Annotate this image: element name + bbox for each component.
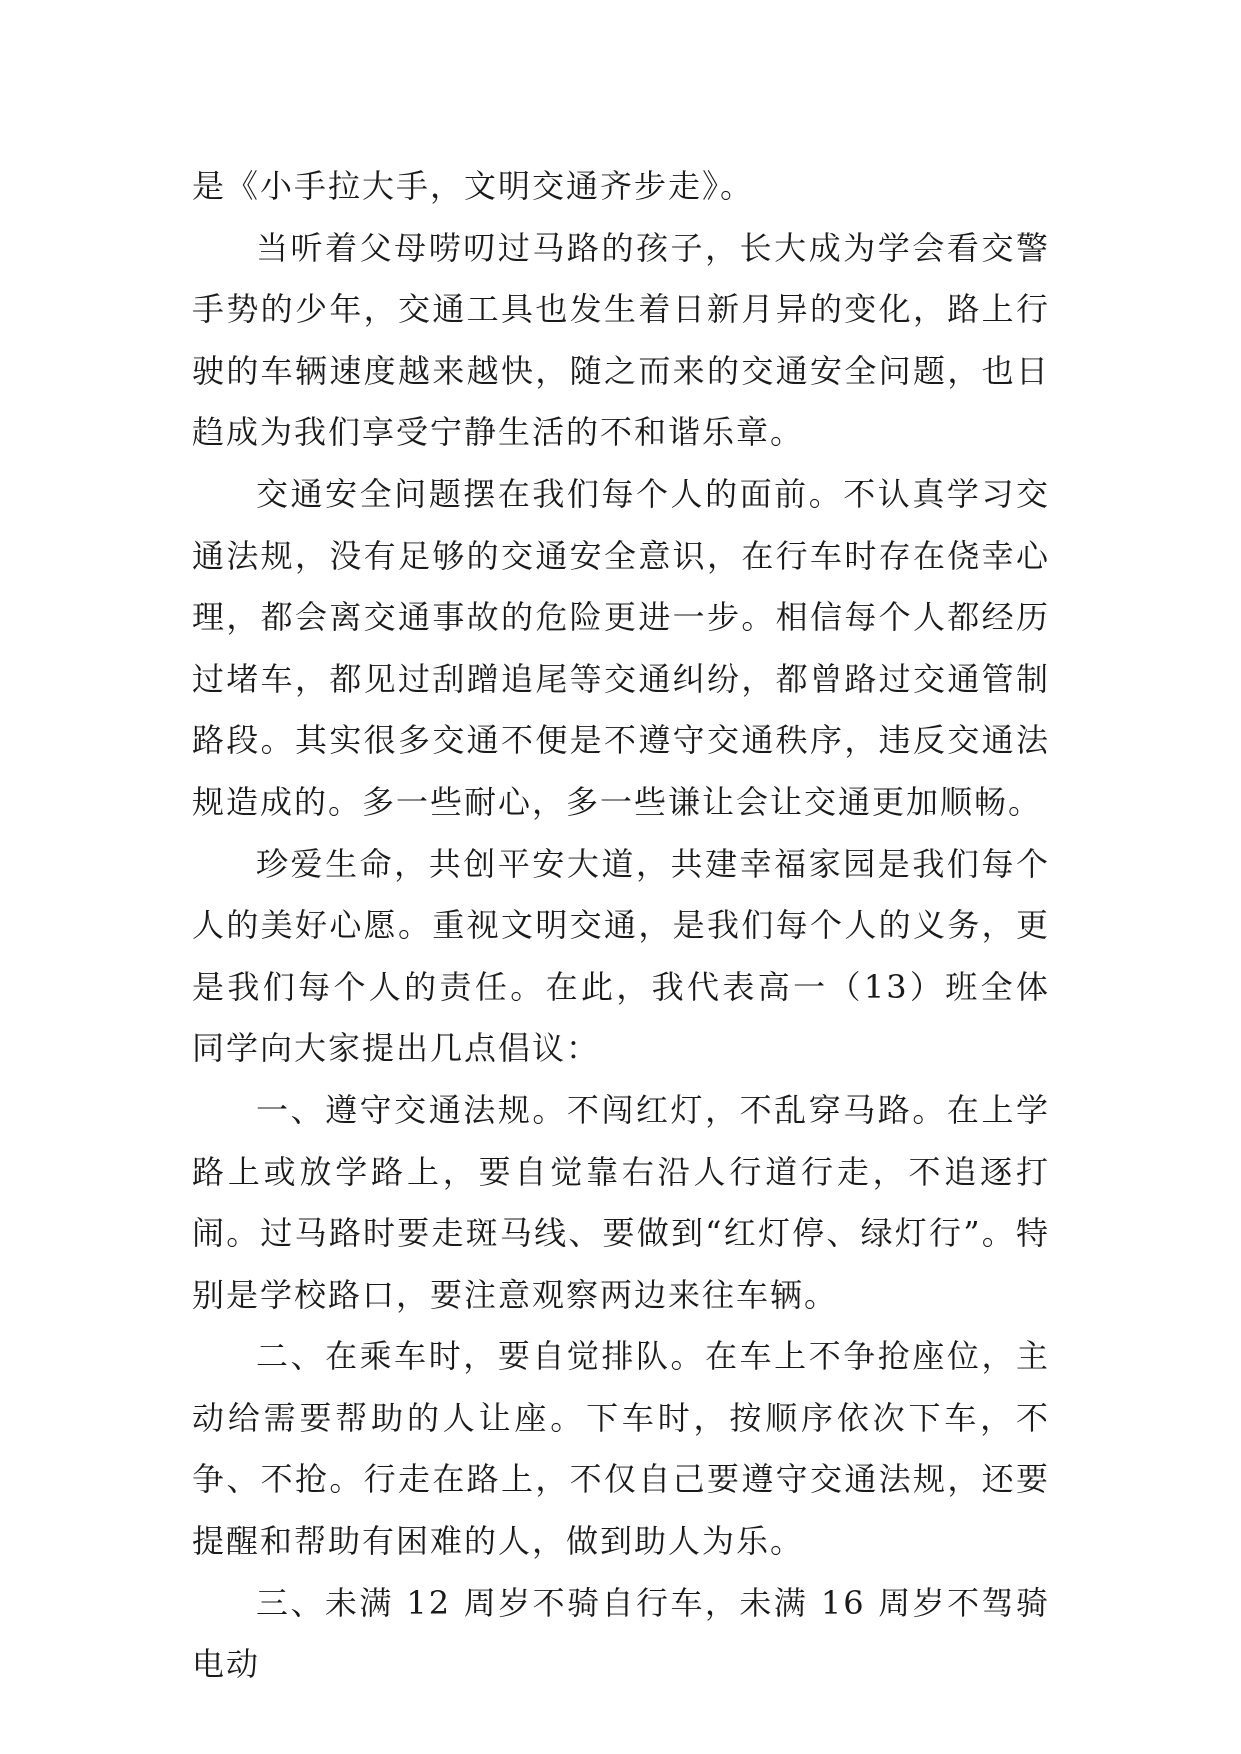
paragraph-problem: 交通安全问题摆在我们每个人的面前。不认真学习交通法规，没有足够的交通安全意识，在行车时存在侥幸心理，都会离交通事故的危险更进一步。相信每个人都经历过堵车，都见过刮蹭追尾等交通纠纷，都曾路过交通管制路段。其实很多交通不便是不遵守交通秩序，违反交通法规造成的。多一些耐心，多一些谦让会让交通更加顺畅。: [192, 474, 1050, 821]
paragraph-growth: 当听着父母唠叨过马路的孩子，长大成为学会看交警手势的少年，交通工具也发生着日新月异的变化，路上行驶的车辆速度越来越快，随之而来的交通安全问题，也日趋成为我们享受宁静生活的不和谐乐章。: [192, 228, 1050, 452]
paragraph-proposal: 珍爱生命，共创平安大道，共建幸福家园是我们每个人的美好心愿。重视文明交通，是我们每个人的义务，更是我们每个人的责任。在此，我代表高一（13）班全体同学向大家提出几点倡议：: [192, 844, 1050, 1068]
paragraph-point-2: 二、在乘车时，要自觉排队。在车上不争抢座位，主动给需要帮助的人让座。下车时，按顺序依次下车，不争、不抢。行走在路上，不仅自己要遵守交通法规，还要提醒和帮助有困难的人，做到助人为乐。: [192, 1337, 1050, 1561]
paragraph-point-1: 一、遵守交通法规。不闯红灯，不乱穿马路。在上学路上或放学路上，要自觉靠右沿人行道行走，不追逐打闹。过马路时要走斑马线、要做到“红灯停、绿灯行”。特别是学校路口，要注意观察两边来往车辆。: [192, 1090, 1050, 1314]
paragraph-point-3: 三、未满 12 周岁不骑自行车，未满 16 周岁不驾骑电动: [192, 1583, 1050, 1684]
document-body: [192, 156, 1050, 1696]
paragraph-continuation: 是《小手拉大手，文明交通齐步走》。: [192, 167, 755, 205]
